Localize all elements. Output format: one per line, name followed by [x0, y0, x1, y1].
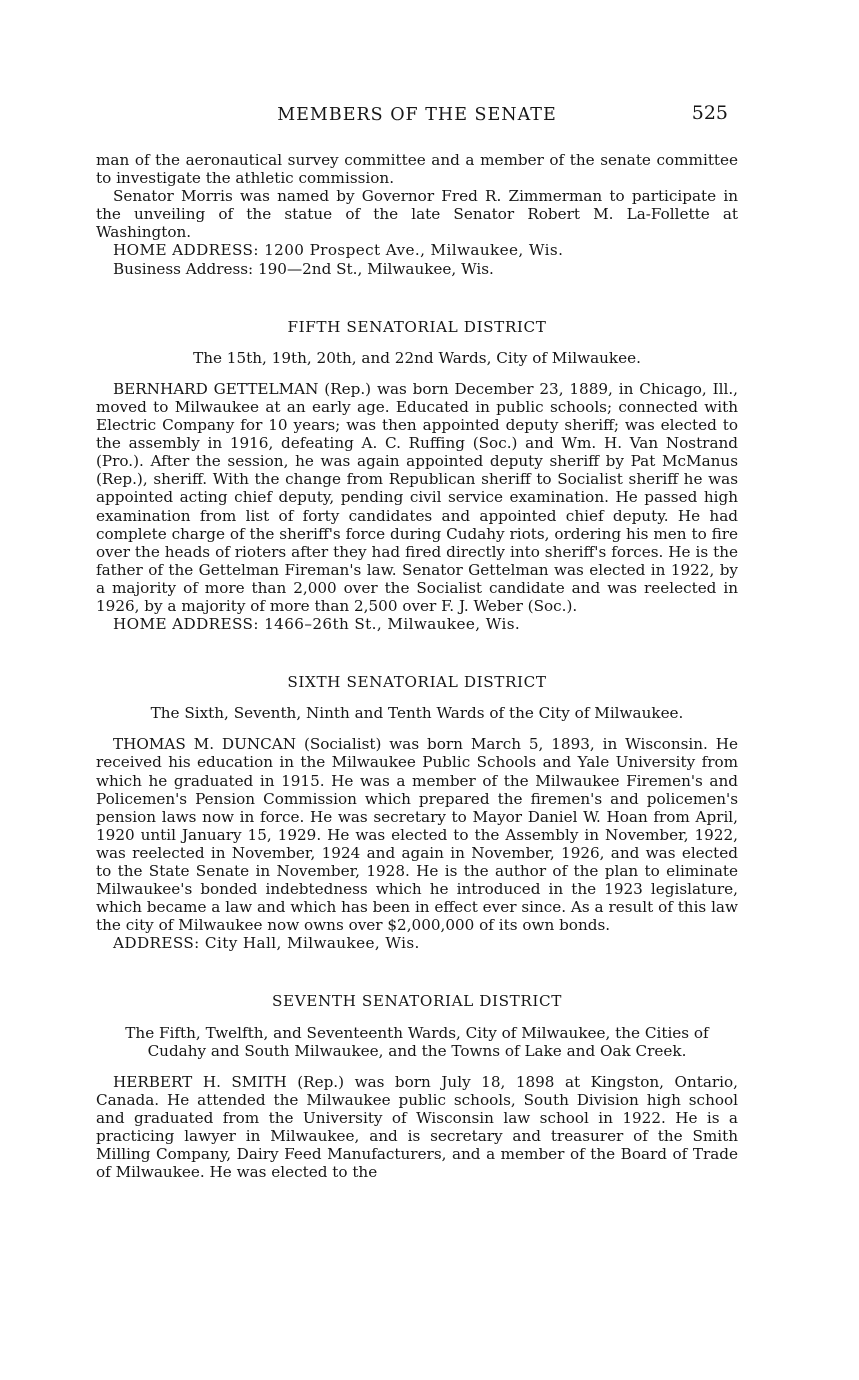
page-number: 525 [691, 102, 728, 124]
senator-biography: THOMAS M. DUNCAN (Socialist) was born March 5, 1893, in Wisconsin. He received his education in the Milwaukee Public Schools and Yale University from which he graduated in 1915. He was a member of the Milwaukee Firemen's and Policemen's Pension Commission which prepared the firemen's and policemen's pension laws now in force. He was secretary to Mayor Daniel W. Hoan from April, 1920 until January 15, 1929. He was elected to the Assembly in November, 1922, was reelected in November, 1924 and again in November, 1926, and was elected to the State Senate in November, 1928. He is the author of the plan to eliminate Milwaukee's bonded indebtedness which he introduced in the 1923 legislature, which became a law and which has been in effect ever since. As a result of this law the city of Milwaukee now owns over $2,000,000 of its own bonds. [96, 735, 738, 935]
district-description: The Fifth, Twelfth, and Seventeenth Wards, City of Milwaukee, the Cities of Cudahy and South Milwaukee, and the Towns of Lake and Oak Creek. [125, 1023, 709, 1060]
district-heading: SIXTH SENATORIAL DISTRICT [287, 673, 547, 692]
district-heading: SEVENTH SENATORIAL DISTRICT [272, 992, 562, 1011]
home-address: HOME ADDRESS: 1200 Prospect Ave., Milwaukee, Wis. [113, 241, 564, 260]
fifth-district-section [96, 318, 738, 634]
business-address: Business Address: 190—2nd St., Milwaukee, Wis. [113, 259, 494, 278]
senator-biography: BERNHARD GETTELMAN (Rep.) was born December 23, 1889, in Chicago, Ill., moved to Milwaukee at an early age. Educated in public schools; connected with Electric Company for 10 years; was then appointed deputy sheriff; was elected to the assembly in 1916, defeating A. C. Ruffing (Soc.) and Wm. H. Van Nostrand (Pro.). After the session, he was again appointed deputy sheriff by Pat McManus (Rep.), sheriff. With the change from Republican sheriff to Socialist sheriff he was appointed acting chief deputy, pending civil service examination. He passed high examination from list of forty candidates and appointed chief deputy. He had complete charge of the sheriff's force during Cudahy riots, ordering his men to fire over the heads of rioters after they had fired directly into sheriff's forces. He is the father of the Gettelman Fireman's law. Senator Gettelman was elected in 1922, by a majority of more than 2,000 over the Socialist candidate and was reelected in 1926, by a majority of more than 2,500 over F. J. Weber (Soc.). [96, 379, 738, 615]
continued-paragraph: man of the aeronautical survey committee and a member of the senate committee to investigate the athletic commission. [96, 151, 738, 188]
morris-paragraph: Senator Morris was named by Governor Fred R. Zimmerman to participate in the unveiling of the statue of the late Senator Robert M. La-Follette at Washington. [96, 187, 738, 242]
senator-address: ADDRESS: City Hall, Milwaukee, Wis. [113, 934, 420, 953]
district-description: The Sixth, Seventh, Ninth and Tenth Wards of the City of Milwaukee. [150, 704, 684, 723]
district-heading: FIFTH SENATORIAL DISTRICT [287, 317, 547, 336]
senator-biography: HERBERT H. SMITH (Rep.) was born July 18, 1898 at Kingston, Ontario, Canada. He attended the Milwaukee public schools, South Division high school and graduated from the University of Wisconsin law school in 1922. He is a practicing lawyer in Milwaukee, and is secretary and treasurer of the Smith Milling Company, Dairy Feed Manufacturers, and a member of the Board of Trade of Milwaukee. He was elected to the [96, 1072, 738, 1182]
document-page [96, 100, 738, 1181]
seventh-district-section [96, 992, 738, 1181]
running-header [96, 100, 738, 130]
page-title: MEMBERS OF THE SENATE [277, 105, 557, 125]
district-description: The 15th, 19th, 20th, and 22nd Wards, City of Milwaukee. [193, 348, 641, 367]
sixth-district-section [96, 673, 738, 952]
senator-address: HOME ADDRESS: 1466–26th St., Milwaukee, Wis. [113, 615, 521, 634]
